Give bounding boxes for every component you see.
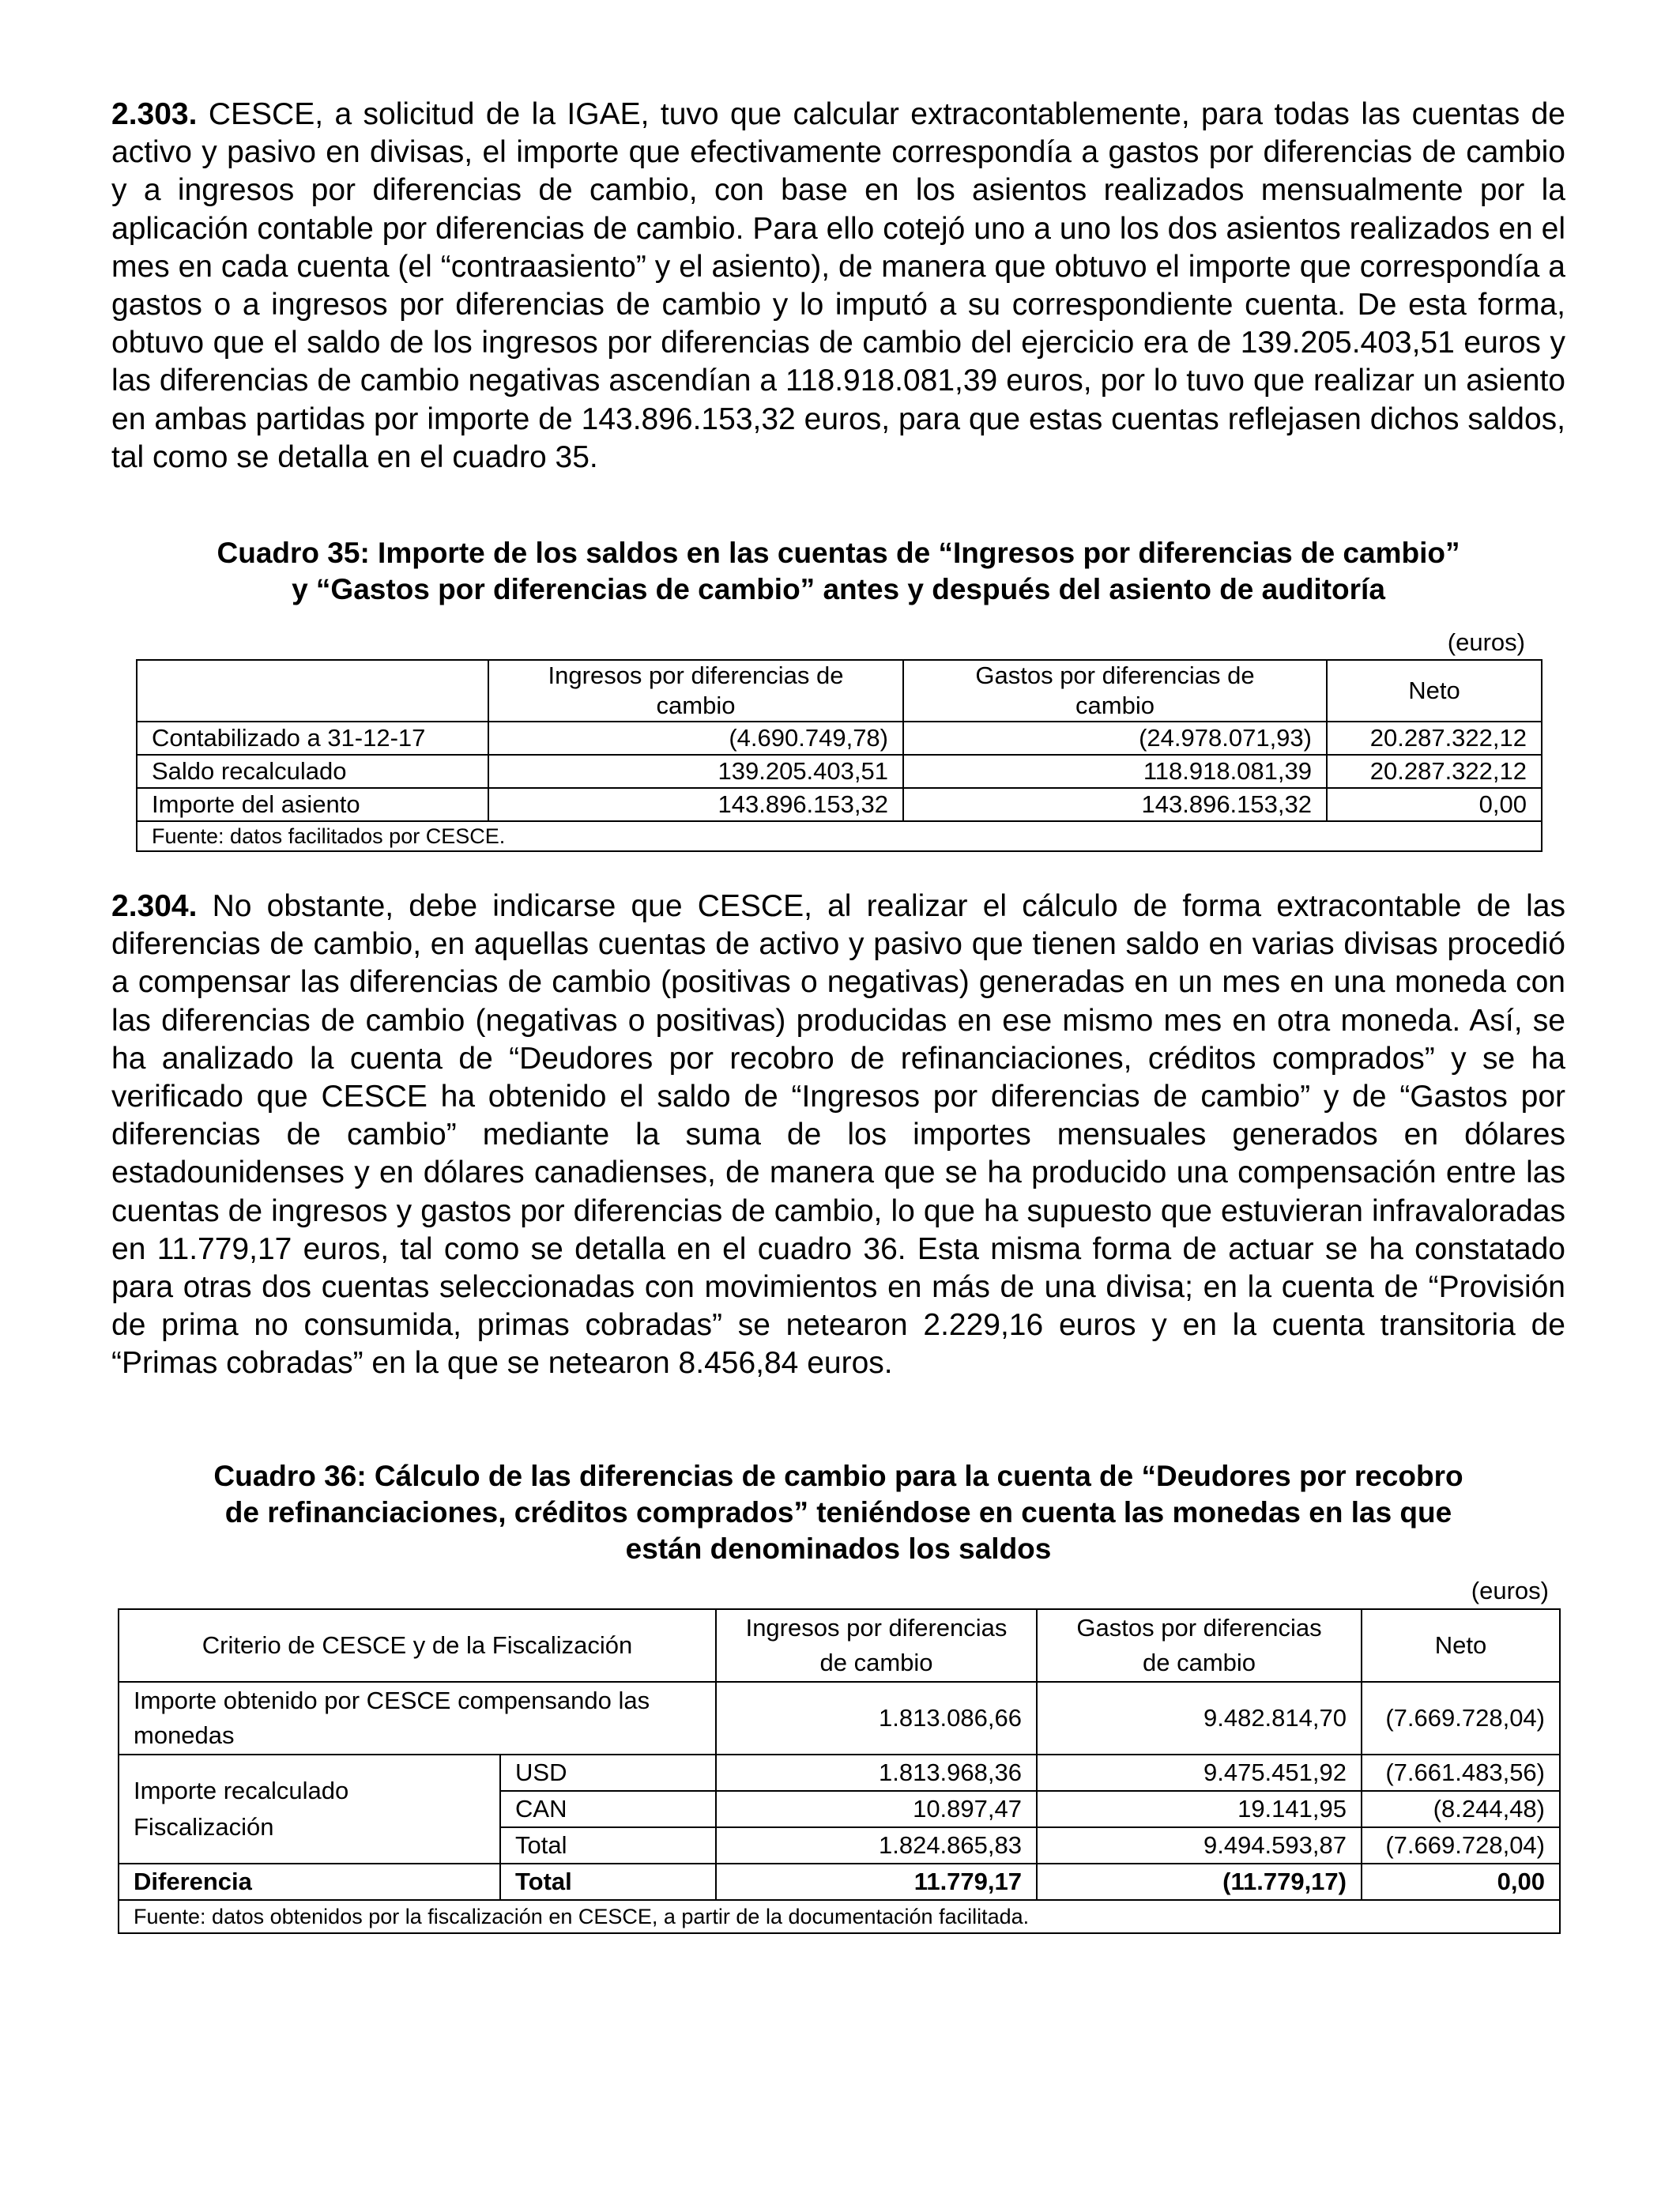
row-label: Contabilizado a 31-12-17 [137,722,488,755]
table-header-row [119,1609,1560,1682]
cell-ingresos: 10.897,47 [716,1791,1037,1827]
cell-neto: 20.287.322,12 [1327,722,1542,755]
cell-ingresos: 143.896.153,32 [488,788,903,821]
table-row [137,755,1542,788]
row-label: Importe del asiento [137,788,488,821]
table-row [119,1755,1560,1791]
cell-currency: Total [500,1827,716,1864]
cell-gastos: (24.978.071,93) [903,722,1327,755]
paragraph-number: 2.304. [111,889,198,923]
cell-ingresos: 1.824.865,83 [716,1827,1037,1864]
paragraph-text: No obstante, debe indicarse que CESCE, al realizar el cálculo de forma extracontable de las diferencias de cambio, en aquellas cuentas de activo y pasivo que tienen saldo en varias divisas procedió a compensar las diferencias de cambio (positivas o negativas) generadas en un mes en una moneda con las diferencias de cambio (negativas o positivas) producidas en ese mismo mes en otra moneda. Así, se ha analizado la cuenta de “Deudores por recobro de refinanciaciones, créditos comprados” y se ha verificado que CESCE ha obtenido el saldo de “Ingresos por diferencias de cambio” y de “Gastos por diferencias de cambio” mediante la suma de los importes mensuales generados en dólares estadounidenses y en dólares canadienses, de manera que se ha producido una compensación entre las cuentas de ingresos y gastos por diferencias de cambio, lo que ha supuesto que estuvieran infravaloradas en 11.779,17 euros, tal como se detalla en el cuadro 36. Esta misma forma de actuar se ha constatado para otras dos cuentas seleccionadas con movimientos en más de una divisa; en la cuenta de “Provisión de prima no consumida, primas cobradas” se netearon 2.229,16 euros y en la cuenta transitoria de “Primas cobradas” en la que se netearon 8.456,84 euros. [111,889,1565,1381]
cell-ingresos: 139.205.403,51 [488,755,903,788]
paragraph-2-304 [111,888,1565,1383]
cuadro-35-units: (euros) [1447,628,1525,656]
table-source: Fuente: datos obtenidos por la fiscalización en CESCE, a partir de la documentación facilitada. [119,1900,1560,1933]
cell-currency: USD [500,1755,716,1791]
caption-line: Cuadro 36: Cálculo de las diferencias de cambio para la cuenta de “Deudores por recobro [213,1460,1463,1492]
cell-gastos: 143.896.153,32 [903,788,1327,821]
cell-ingresos: 1.813.968,36 [716,1755,1037,1791]
header-ingresos: Ingresos por diferencias de cambio [716,1609,1037,1682]
table-source-row [119,1900,1560,1933]
table-row [137,788,1542,821]
cell-neto: (7.661.483,56) [1362,1755,1560,1791]
cell-gastos: 9.494.593,87 [1037,1827,1362,1864]
table-row [137,722,1542,755]
caption-line: Cuadro 35: Importe de los saldos en las cuentas de “Ingresos por diferencias de cambio” [217,537,1460,569]
table-row [119,1682,1560,1755]
cell-ingresos: (4.690.749,78) [488,722,903,755]
cell-gastos: (11.779,17) [1037,1864,1362,1900]
caption-line: y “Gastos por diferencias de cambio” antes y después del asiento de auditoría [292,573,1385,605]
cuadro-36-units: (euros) [1471,1577,1549,1604]
table-row-diferencia [119,1864,1560,1900]
cell-neto: 20.287.322,12 [1327,755,1542,788]
header-ingresos: Ingresos por diferencias de cambio [488,660,903,722]
cell-gastos: 9.475.451,92 [1037,1755,1362,1791]
cell-currency: Total [500,1864,716,1900]
cell-ingresos: 1.813.086,66 [716,1682,1037,1755]
paragraph-text: CESCE, a solicitud de la IGAE, tuvo que calcular extracontablemente, para todas las cuentas de activo y pasivo en divisas, el importe que efectivamente correspondía a gastos por diferencias de cambio y a ingresos por diferencias de cambio, con base en los asientos realizados mensualmente por la aplicación contable por diferencias de cambio. Para ello cotejó uno a uno los dos asientos realizados en el mes en cada cuenta (el “contraasiento” y el asiento), de manera que obtuvo el importe que correspondía a gastos o a ingresos por diferencias de cambio y lo imputó a su correspondiente cuenta. De esta forma, obtuvo que el saldo de los ingresos por diferencias de cambio del ejercicio era de 139.205.403,51 euros y las diferencias de cambio negativas ascendían a 118.918.081,39 euros, por lo tuvo que realizar un asiento en ambas partidas por importe de 143.896.153,32 euros, para que estas cuentas reflejasen dichos saldos, tal como se detalla en el cuadro 35. [111,97,1565,474]
cell-neto: (7.669.728,04) [1362,1827,1560,1864]
table-source-row [137,821,1542,851]
row-label: Diferencia [119,1864,500,1900]
cell-gastos: 9.482.814,70 [1037,1682,1362,1755]
cell-gastos: 19.141,95 [1037,1791,1362,1827]
caption-line: están denominados los saldos [625,1532,1052,1565]
cell-neto: (7.669.728,04) [1362,1682,1560,1755]
row-label: Importe recalculado Fiscalización [119,1755,500,1864]
paragraph-2-303 [111,96,1565,477]
header-criterio: Criterio de CESCE y de la Fiscalización [119,1609,716,1682]
header-neto: Neto [1327,660,1542,722]
cell-ingresos: 11.779,17 [716,1864,1037,1900]
row-label: Saldo recalculado [137,755,488,788]
header-gastos: Gastos por diferencias de cambio [903,660,1327,722]
caption-line: de refinanciaciones, créditos comprados” teniéndose en cuenta las monedas en las que [224,1496,1452,1529]
table-source: Fuente: datos facilitados por CESCE. [137,821,1542,851]
header-gastos: Gastos por diferencias de cambio [1037,1609,1362,1682]
cell-gastos: 118.918.081,39 [903,755,1327,788]
cell-currency: CAN [500,1791,716,1827]
cell-neto: 0,00 [1327,788,1542,821]
row-label: Importe obtenido por CESCE compensando las monedas [119,1682,716,1755]
cell-neto: (8.244,48) [1362,1791,1560,1827]
header-blank [137,660,488,722]
header-neto: Neto [1362,1609,1560,1682]
cell-neto: 0,00 [1362,1864,1560,1900]
cuadro-35-table [136,659,1543,852]
paragraph-number: 2.303. [111,97,198,131]
table-header-row [137,660,1542,722]
cuadro-36-caption [111,1458,1565,1567]
cuadro-36-table [118,1608,1561,1934]
cuadro-35-caption [111,535,1565,608]
